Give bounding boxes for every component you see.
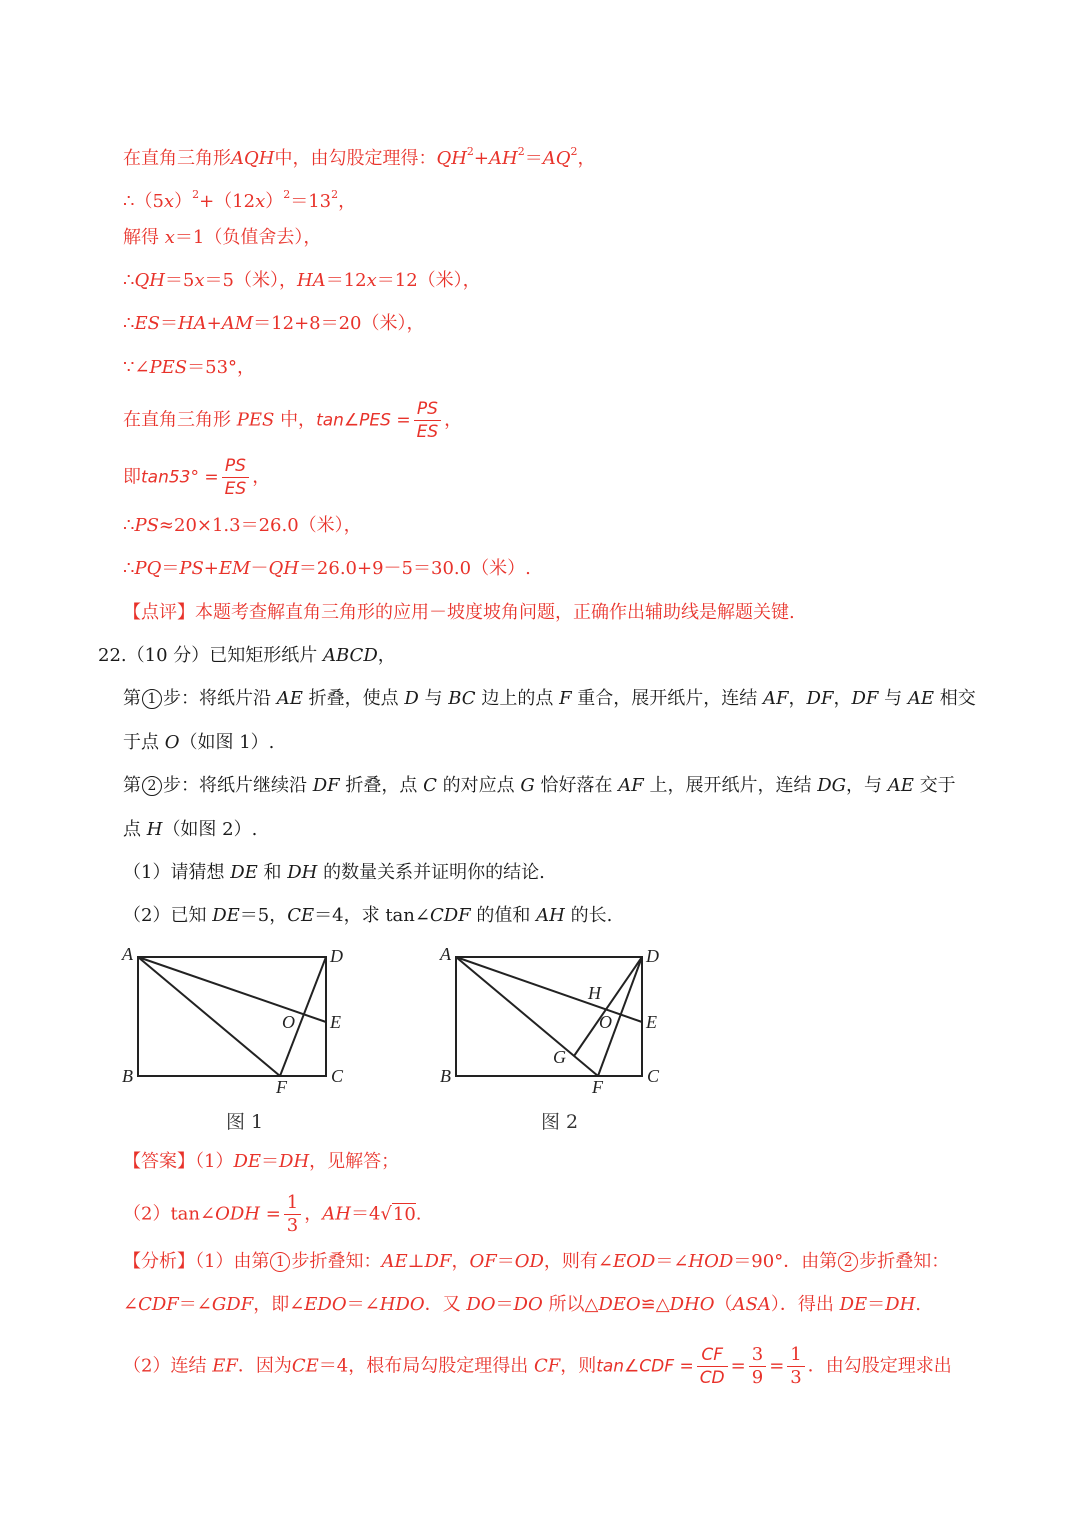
solution-line-7: 在直角三角形 PES 中，tan∠PES = $\frac{PS}{ES}$ ，: [123, 399, 463, 442]
fig1-segment-af: [138, 957, 280, 1076]
solution-line-6: ∵∠PES＝53°，: [123, 357, 256, 378]
analysis-line-1: 【分析】（1）由第 1 步折叠知：AE⊥DF，OF＝OD，则有∠EOD＝∠HOD＝90°．由第 2 步折叠知：: [123, 1251, 950, 1272]
fig2-label-d: D: [646, 946, 659, 966]
fraction-ps-es: $\frac{PS}{ES}$: [414, 398, 442, 443]
fig2-label-o: O: [599, 1012, 612, 1032]
step-1-line-2: 于点 O（如图 1）.: [123, 732, 275, 753]
comment-line: 【点评】本题考查解直角三角形的应用－坡度坡角问题，正确作出辅助线是解题关键.: [123, 602, 795, 623]
step-2-line-1: 第 2 步：将纸片继续沿 DF 折叠，点 C 的对应点 G 恰好落在 AF 上，展开纸片，连结 DG，与 AE 交于: [123, 775, 956, 796]
problem-title: 22.（10 分）已知矩形纸片 ABCD，: [98, 645, 396, 666]
answer-line-2: （2）tan∠ODH = $\frac{1}{3}$ ，AH＝4√10.: [123, 1192, 422, 1236]
fig2-segment-af: [456, 957, 598, 1076]
question-2: （2）已知 DE＝5，CE＝4，求 tan∠CDF 的值和 AH 的长.: [123, 905, 613, 926]
step-1-line-1: 第 1 步：将纸片沿 AE 折叠，使点 D 与 BC 边上的点 F 重合，展开纸片，连结 AF，DF，DF 与 AE 相交: [123, 688, 976, 709]
fraction-cf-cd: $\frac{CF}{CD}$: [697, 1344, 728, 1389]
circled-number-1: 1: [142, 689, 162, 709]
fig2-rectangle-abcd: [456, 957, 642, 1076]
fraction-ps-es-2: $\frac{PS}{ES}$: [222, 455, 250, 500]
fig1-segment-ae: [138, 957, 326, 1022]
figure-1: [110, 938, 360, 1098]
solution-line-8: 即tan53° = $\frac{PS}{ES}$ ，: [123, 456, 271, 499]
solution-line-10: ∴PQ＝PS+EM－QH＝26.0+9－5＝30.0（米）.: [123, 558, 531, 579]
fig2-label-h: H: [588, 983, 601, 1003]
fig2-label-c: C: [647, 1066, 660, 1086]
fig2-label-f: F: [592, 1077, 603, 1097]
solution-line-5: ∴ES＝HA+AM＝12+8＝20（米），: [123, 313, 425, 334]
question-1: （1）请猜想 DE 和 DH 的数量关系并证明你的结论.: [123, 862, 545, 883]
fig2-label-b: B: [440, 1066, 451, 1086]
fig2-label-e: E: [646, 1012, 657, 1032]
circled-number-2b: 2: [838, 1252, 858, 1272]
solution-line-3: 解得 x＝1（负值舍去），: [123, 227, 322, 248]
fig2-label-a: A: [440, 944, 451, 964]
sqrt-symbol: √: [380, 1203, 392, 1225]
answer-line-1: 【答案】（1）DE＝DH，见解答；: [123, 1151, 400, 1172]
analysis-line-3: （2）连结 EF．因为CE＝4，根布局勾股定理得出 CF，则tan∠CDF = $\frac{CF}{CD}$ = $\frac{3}{9}$ = $\frac{1}{3}$ ．由勾股定理求出: [123, 1344, 952, 1388]
figure-1-caption: 图 1: [226, 1111, 264, 1133]
fraction-one-third: $\frac{1}{3}$: [284, 1192, 301, 1237]
fig2-segment-dg: [574, 957, 642, 1056]
step-2-line-2: 点 H（如图 2）.: [123, 819, 258, 840]
fig1-label-f: F: [276, 1077, 287, 1097]
fig1-label-b: B: [122, 1066, 133, 1086]
fig1-label-d: D: [330, 946, 343, 966]
solution-line-1: 在直角三角形AQH中，由勾股定理得：$QH^2+AH^2=AQ^2$，: [123, 145, 596, 169]
fig2-segment-ae: [456, 957, 642, 1022]
fig1-label-c: C: [331, 1066, 344, 1086]
solution-line-9: ∴PS≈20×1.3＝26.0（米），: [123, 515, 362, 536]
fig2-label-g: G: [553, 1047, 566, 1067]
fig1-label-a: A: [122, 944, 133, 964]
fig1-rectangle-abcd: [138, 957, 326, 1076]
analysis-line-2: ∠CDF＝∠GDF，即∠EDO＝∠HDO．又 DO＝DO 所以△DEO≌△DHO（ASA）．得出 DE＝DH.: [123, 1294, 922, 1315]
fig1-label-o: O: [282, 1012, 295, 1032]
circled-number-1b: 1: [270, 1252, 290, 1272]
fraction-1-3b: $\frac{1}{3}$: [787, 1344, 804, 1389]
figure-2: [428, 938, 678, 1098]
circled-number-2: 2: [142, 776, 162, 796]
solution-line-2: $\therefore(5x)^2+(12x)^2=13^2$，: [123, 188, 357, 212]
solution-line-4: ∴QH＝5x＝5（米），HA＝12x＝12（米），: [123, 270, 481, 291]
fig1-label-e: E: [330, 1012, 341, 1032]
figure-2-caption: 图 2: [541, 1111, 579, 1133]
fraction-3-9: $\frac{3}{9}$: [749, 1344, 766, 1389]
